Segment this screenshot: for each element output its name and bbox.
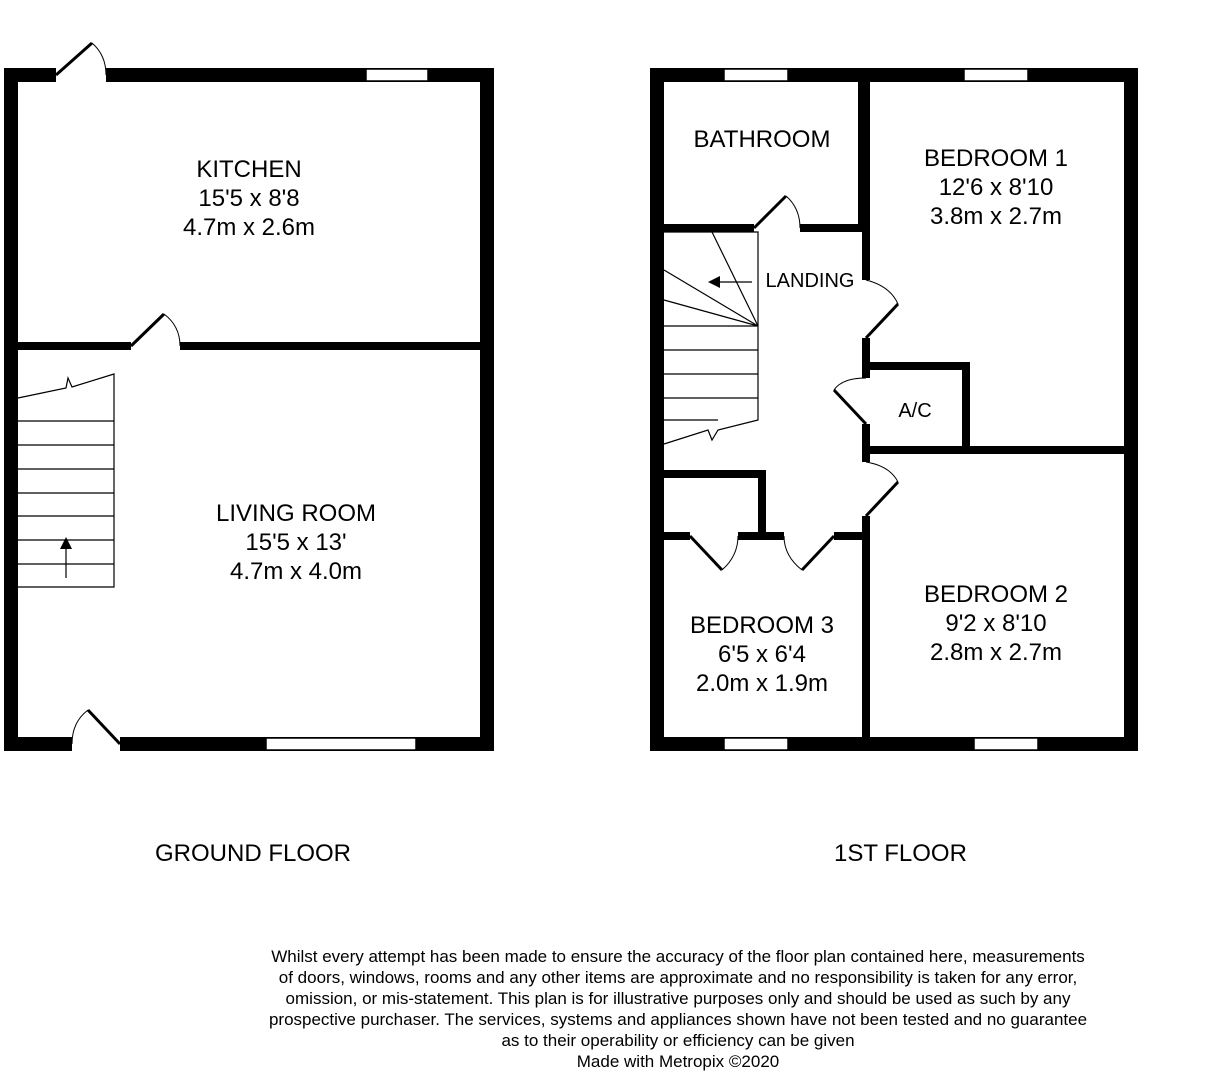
bathroom-door <box>754 196 800 228</box>
ground-wall-top-right <box>106 68 494 82</box>
disclaimer-line: of doors, windows, rooms and any other items are approximate and no responsibility is taken for any error, <box>278 968 1078 987</box>
bedroom2-name: BEDROOM 2 <box>923 581 1069 608</box>
bedroom2-wall-left <box>862 516 870 737</box>
kitchen-back-door <box>56 43 106 75</box>
first-wall-left <box>650 68 664 751</box>
kitchen-window <box>366 69 428 81</box>
ground-floor-label: GROUND FLOOR <box>155 840 352 867</box>
living-room-metric: 4.7m x 4.0m <box>229 558 363 585</box>
bedroom3-cupboard-right <box>758 470 766 540</box>
bedroom2-imperial: 9'2 x 8'10 <box>945 610 1047 637</box>
bedroom2-window <box>974 738 1038 750</box>
disclaimer <box>200 946 1156 1072</box>
bedroom1-wall-left-lower <box>862 338 870 378</box>
ground-wall-left <box>4 68 18 751</box>
ground-wall-bottom-left <box>4 737 72 751</box>
bathroom-window <box>724 69 788 81</box>
disclaimer-line: Whilst every attempt has been made to ensure the accuracy of the floor plan contained here, measurements <box>271 947 1085 966</box>
bedroom3-imperial: 6'5 x 6'4 <box>718 641 806 668</box>
bedroom3-metric: 2.0m x 1.9m <box>695 670 829 697</box>
bedroom2-door <box>866 462 898 516</box>
ac-door <box>834 378 866 424</box>
bathroom-wall-bottom-right <box>800 224 866 232</box>
kitchen-name: KITCHEN <box>196 156 302 183</box>
bathroom-name: BATHROOM <box>693 126 831 153</box>
disclaimer-credit: Made with Metropix ©2020 <box>576 1052 780 1071</box>
first-wall-right <box>1124 68 1138 751</box>
bedroom3-window <box>724 738 788 750</box>
bathroom-wall-bottom-left <box>664 224 754 232</box>
bedroom3-wall-top-right <box>834 532 870 540</box>
bedroom1-metric: 3.8m x 2.7m <box>929 203 1063 230</box>
bedroom3-cupboard-door <box>690 536 738 570</box>
front-door <box>72 710 120 744</box>
bedroom3-cupboard-top <box>664 470 766 478</box>
bedroom3-name: BEDROOM 3 <box>689 612 835 639</box>
kitchen-door <box>131 314 180 346</box>
first-floor-label: 1ST FLOOR <box>834 840 967 867</box>
living-room-name: LIVING ROOM <box>215 500 377 527</box>
bedroom1-name: BEDROOM 1 <box>923 145 1069 172</box>
first-wall-bottom <box>650 737 1138 751</box>
ground-floor-plan <box>4 43 494 751</box>
living-room-imperial: 15'5 x 13' <box>245 529 347 556</box>
kitchen-imperial: 15'5 x 8'8 <box>198 185 300 212</box>
first-wall-top <box>650 68 1138 82</box>
landing-name: LANDING <box>765 270 855 292</box>
kitchen-metric: 4.7m x 2.6m <box>182 214 316 241</box>
ground-divider-right <box>180 342 480 350</box>
bedroom1-imperial: 12'6 x 8'10 <box>938 174 1054 201</box>
disclaimer-line: as to their operability or efficiency can be given <box>501 1031 855 1050</box>
first-staircase <box>664 232 758 444</box>
first-floor-plan <box>650 68 1138 751</box>
ac-wall-right <box>962 362 970 454</box>
bedroom1-window <box>964 69 1028 81</box>
ac-wall-top <box>862 362 970 370</box>
bedroom3-wall-top-mid <box>738 532 784 540</box>
ground-staircase <box>18 374 114 587</box>
bedroom3-wall-top-left <box>664 532 690 540</box>
ground-wall-right <box>480 68 494 751</box>
ac-wall-bottom <box>862 446 970 454</box>
living-room-window <box>266 738 416 750</box>
bedroom2-metric: 2.8m x 2.7m <box>929 639 1063 666</box>
ac-name: A/C <box>898 400 932 422</box>
bedroom1-wall-left <box>862 82 870 280</box>
disclaimer-line: omission, or mis-statement. This plan is for illustrative purposes only and should be used as such by any <box>285 989 1071 1008</box>
bedroom1-door <box>866 280 898 338</box>
ac-wall-left-lower <box>862 424 870 462</box>
bedroom3-door <box>784 536 834 570</box>
bedroom1-wall-bottom <box>962 446 1124 454</box>
ground-divider-left <box>18 342 131 350</box>
disclaimer-line: prospective purchaser. The services, systems and appliances shown have not been tested and no guarantee <box>268 1010 1088 1029</box>
